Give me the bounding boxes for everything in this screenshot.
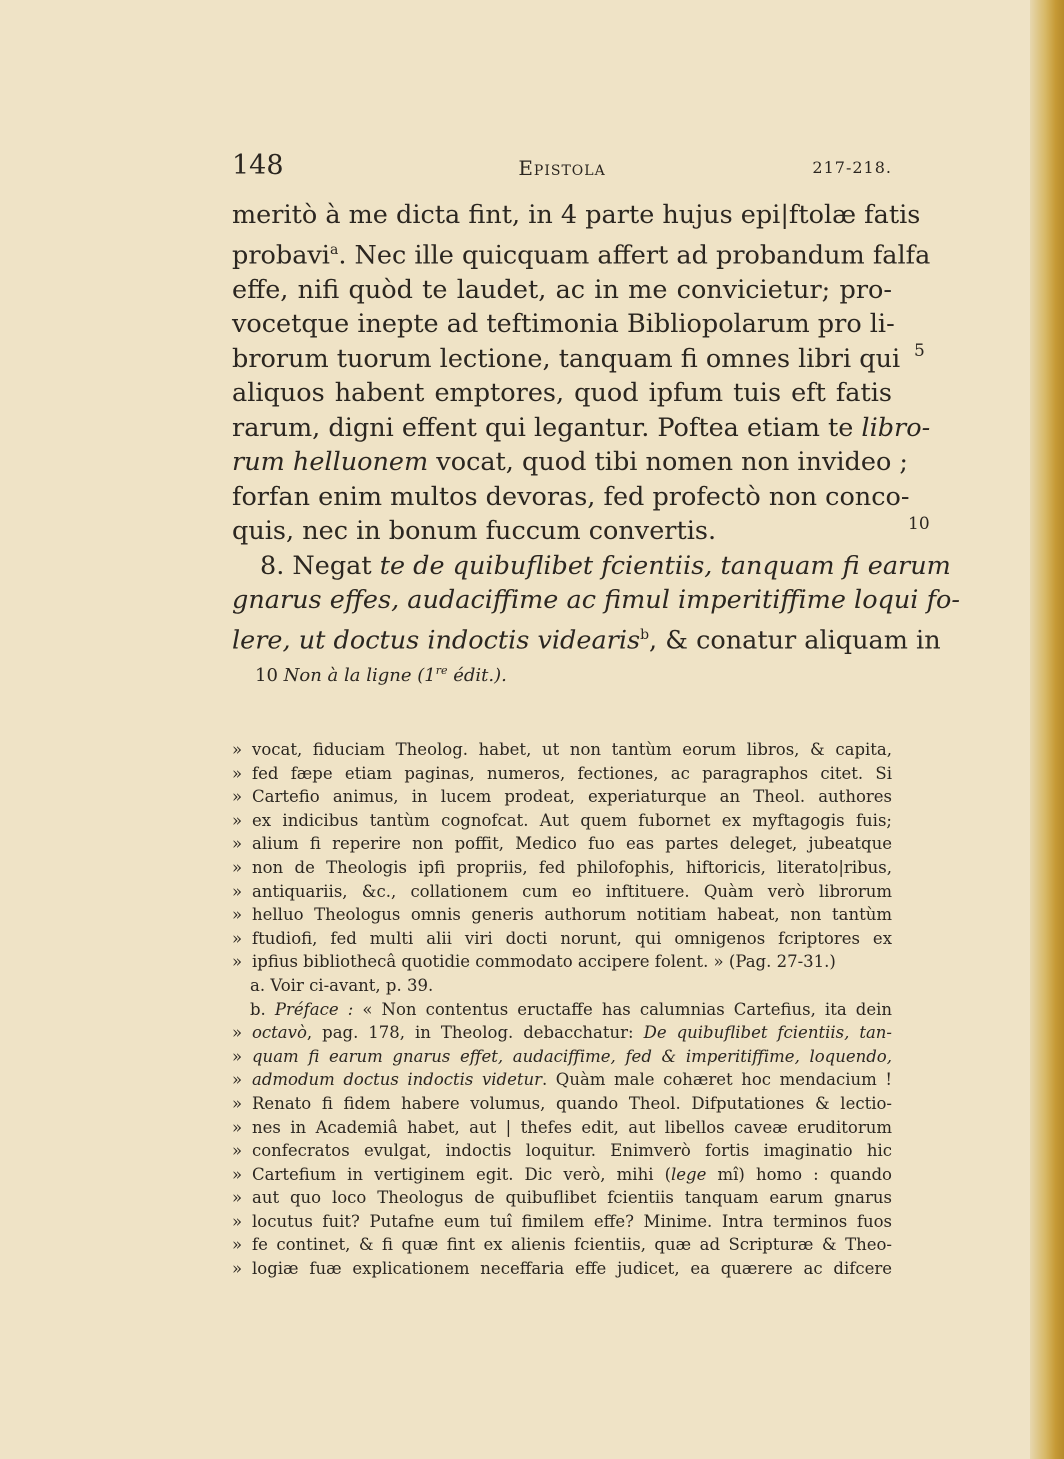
text-line: vocetque inepte ad teftimonia Bibliopolarum pro li-: [232, 309, 895, 339]
note-line: » confecratos evulgat, indoctis loquitur. Enimverò fortis imaginatio hic: [232, 1141, 892, 1161]
text-line: aliquos habent emptores, quod ipfum tuis eft fatis: [232, 378, 892, 408]
note-line: » vocat, fiduciam Theolog. habet, ut non tantùm eorum libros, & capita,: [232, 740, 892, 759]
note-line: » ex indicibus tantùm cognofcat. Aut quem fubornet ex myftagogis fuis;: [232, 810, 892, 830]
note-line: » ipfius bibliothecâ quotidie commodato accipere folent. » (Pag. 27-31.): [232, 952, 836, 972]
footnotes: [232, 738, 892, 1281]
text-line: probavi$^a$. Nec ille quicquam affert ad probandum falfa: [232, 240, 931, 270]
note-line: » helluo Theologus omnis generis authorum notitiam habeat, non tantùm: [232, 905, 892, 925]
note-b: b. Préface : « Non contentus eructaffe has calumnias Cartefius, ita dein: [250, 999, 892, 1019]
margin-line-number-5: 5: [914, 341, 925, 361]
note-line: » fe continet, & fi quæ fint ex alienis fcientiis, quæ ad Scripturæ & Theo-: [232, 1235, 892, 1255]
text-line: meritò à me dicta fint, in 4 parte hujus epi|ftolæ fatis: [232, 200, 921, 230]
text-line: gnarus effes, audaciffime ac fimul imperitiffime loqui fo-: [232, 585, 960, 615]
text-line: forfan enim multos devoras, fed profectò non conco-: [232, 481, 910, 512]
note-line: » logiæ fuæ explicationem neceffaria effe judicet, ea quærere ac difcere: [232, 1259, 892, 1279]
text-line: effe, nifi quòd te laudet, ac in me convicietur; pro-: [232, 274, 892, 305]
note-line: » Cartefium in vertiginem egit. Dic verò, mihi (lege mî) homo : quando: [232, 1164, 892, 1184]
text-line: quis, nec in bonum fuccum convertis.: [232, 516, 717, 546]
page-number: 148: [232, 150, 284, 181]
text-line: 8. Negat te de quibuflibet fcientiis, tanquam fi earum: [260, 550, 951, 581]
note-a: a. Voir ci-avant, p. 39.: [250, 975, 434, 995]
note-line: » nes in Academiâ habet, aut | thefes edit, aut libellos caveæ eruditorum: [232, 1117, 892, 1137]
note-line: » ftudiofi, fed multi alii viri docti norunt, qui omnigenos fcriptores ex: [232, 928, 892, 948]
text-line: rarum, digni effent qui legantur. Poftea etiam te libro-: [232, 412, 931, 443]
note-line: » Cartefio animus, in lucem prodeat, experiaturque an Theol. authores: [232, 787, 892, 807]
running-header: [232, 150, 892, 190]
letter-range: 217-218.: [812, 158, 892, 177]
note-line: » admodum doctus indoctis videtur. Quàm male cohæret hoc mendacium !: [232, 1070, 892, 1090]
text-line: brorum tuorum lectione, tanquam fi omnes libri qui: [232, 343, 901, 374]
note-line: » quam fi earum gnarus effet, audaciffime, fed & imperitiffime, loquendo,: [232, 1046, 892, 1066]
text-line: rum helluonem vocat, quod tibi nomen non invideo ;: [232, 447, 909, 477]
text-line: lere, ut doctus indoctis videaris$^b$, & conatur aliquam in: [232, 625, 941, 655]
note-line: » non de Theologis ipfi propriis, fed philofophis, hiftoricis, literato|ribus,: [232, 857, 892, 877]
note-line: » locutus fuit? Putafne eum tuî fimilem effe? Minime. Intra terminos fuos: [232, 1211, 892, 1231]
note-line: » fed fæpe etiam paginas, numeros, fectiones, ac paragraphos citet. Si: [232, 763, 892, 783]
note-line: » alium fi reperire non poffit, Medico fuo eas partes deleget, jubeatque: [232, 834, 892, 854]
margin-line-number-10: 10: [908, 514, 930, 534]
note-line: » Renato fi fidem habere volumus, quando Theol. Difputationes & lectio-: [232, 1093, 892, 1113]
note-line: » octavò, pag. 178, in Theolog. debacchatur: De quibuflibet fcientiis, tan-: [232, 1023, 892, 1043]
note-line: » aut quo loco Theologus de quibuflibet fcientiis tanquam earum gnarus: [232, 1188, 892, 1208]
note-line: » antiquariis, &c., collationem cum eo inftituere. Quàm verò librorum: [232, 881, 892, 901]
page-edge: [1030, 0, 1064, 1459]
variant-note: 10 Non à la ligne (1re édit.).: [255, 664, 507, 686]
running-title: Epistola: [518, 156, 606, 180]
